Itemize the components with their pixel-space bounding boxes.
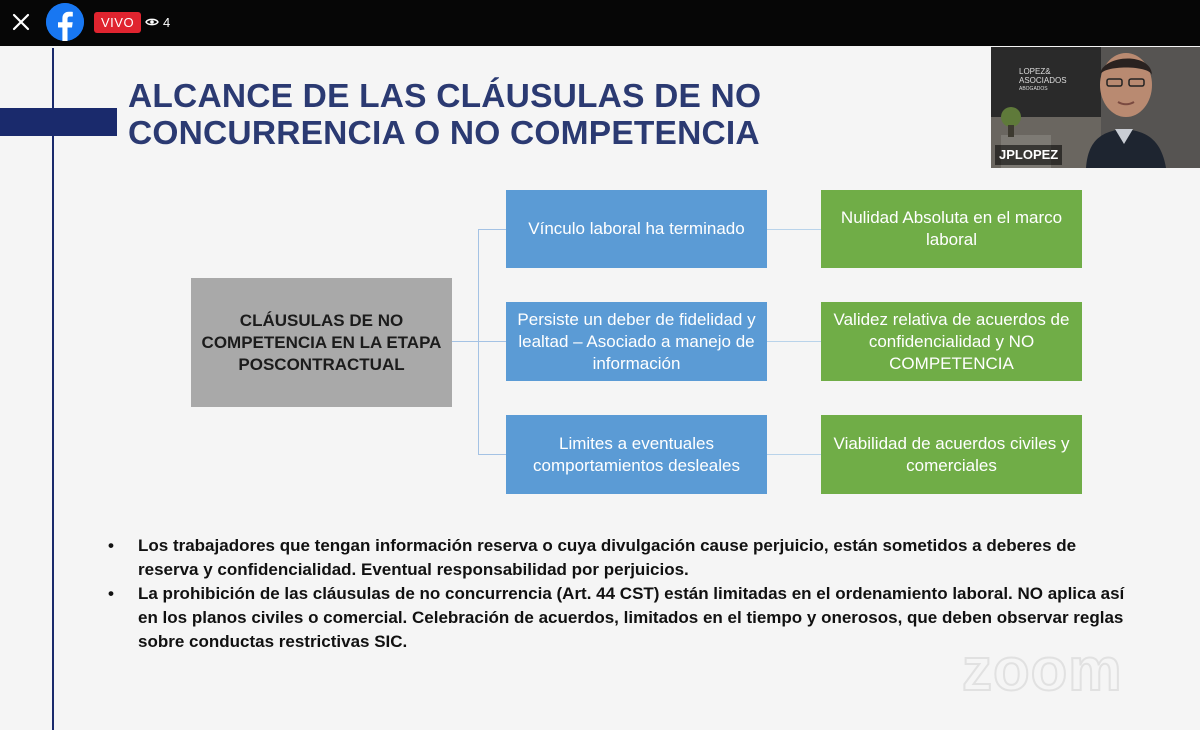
right-box-2: Validez relativa de acuerdos de confidencialidad y NO COMPETENCIA — [821, 302, 1082, 381]
viewer-count-value: 4 — [163, 15, 171, 30]
connector-line — [452, 341, 478, 342]
central-concept-box: CLÁUSULAS DE NO COMPETENCIA EN LA ETAPA POSCONTRACTUAL — [191, 278, 452, 407]
wall-sign — [1019, 67, 1067, 94]
wall-sign-line: ASOCIADOS — [1019, 76, 1067, 85]
right-box-1: Nulidad Absoluta en el marco laboral — [821, 190, 1082, 268]
connector-line — [478, 454, 506, 455]
connector-line — [767, 341, 821, 342]
connector-line — [767, 454, 821, 455]
webcam-thumbnail[interactable] — [991, 47, 1200, 168]
title-accent-bar — [0, 108, 117, 136]
live-stream-header — [0, 0, 1200, 46]
wall-sign-line: ABOGADOS — [1019, 86, 1048, 92]
slide-title: ALCANCE DE LAS CLÁUSULAS DE NO CONCURRENCIA O NO COMPETENCIA — [128, 78, 762, 152]
right-box-3: Viabilidad de acuerdos civiles y comerciales — [821, 415, 1082, 494]
viewer-count — [145, 13, 170, 33]
middle-box-1: Vínculo laboral ha terminado — [506, 190, 767, 268]
middle-box-3: Limites a eventuales comportamientos desleales — [506, 415, 767, 494]
bullet-text: La prohibición de las cláusulas de no concurrencia (Art. 44 CST) están limitadas en el ordenamiento laboral. NO aplica así en los planos civiles o comercial. Celebración de acuerdos, limitados en el tiempo y onerosos, que deben observar reglas sobre conductas restrictivas SIC. — [138, 584, 1125, 651]
facebook-logo-icon[interactable] — [46, 3, 84, 41]
close-icon[interactable] — [8, 9, 34, 35]
connector-line — [478, 341, 506, 342]
zoom-watermark: zoom — [962, 636, 1123, 703]
bullet-text: Los trabajadores que tengan información reserva o cuya divulgación cause perjuicio, están sometidos a deberes de reserva y confidencialidad. Eventual responsabilidad por perjuicios. — [138, 536, 1077, 579]
participant-name-label: JPLOPEZ — [995, 145, 1062, 165]
eye-icon — [145, 13, 159, 33]
live-badge: VIVO — [94, 12, 141, 33]
bullet-item — [108, 534, 1138, 582]
bullet-marker: • — [108, 536, 114, 555]
connector-line — [478, 229, 479, 455]
bullet-marker: • — [108, 584, 114, 603]
wall-sign-line: LOPEZ& — [1019, 67, 1051, 76]
slide-vertical-rule — [52, 48, 54, 730]
connector-line — [478, 229, 506, 230]
connector-line — [767, 229, 821, 230]
middle-box-2: Persiste un deber de fidelidad y lealtad – Asociado a manejo de información — [506, 302, 767, 381]
